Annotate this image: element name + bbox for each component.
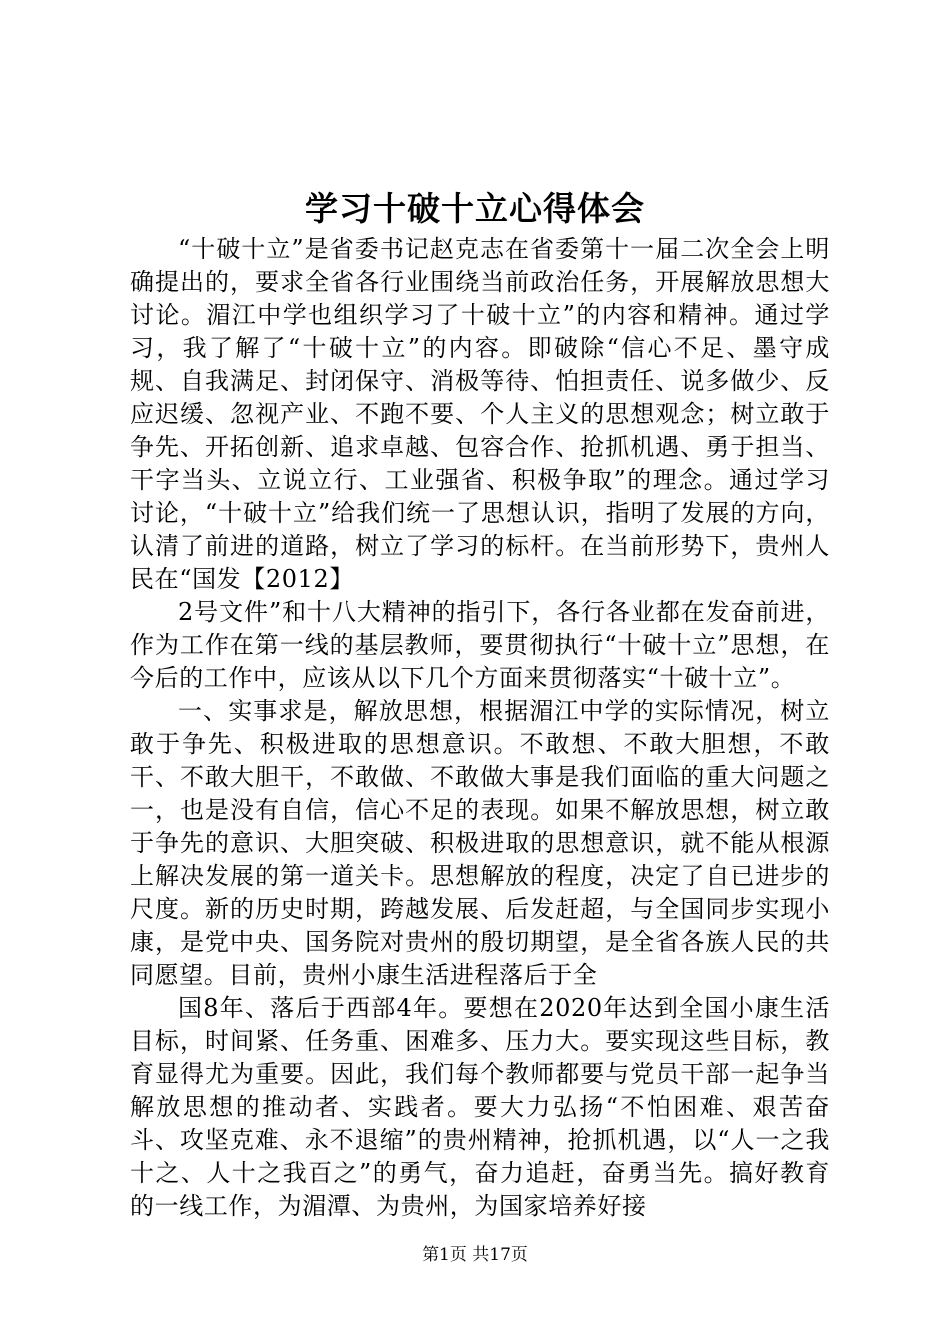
document-title: 学习十破十立心得体会 [305, 189, 645, 228]
page-footer: 第1页 共17页 [422, 1245, 528, 1265]
paragraph: “十破十立”是省委书记赵克志在省委第十一届二次全会上明确提出的，要求全省各行业围绕当前政治任务，开展解放思想大讨论。湄江中学也组织学习了十破十立”的内容和精神。通过学习，我了解了“十破十立”的内容。即破除“信心不足、墨守成规、自我满足、封闭保守、消极等待、怕担责任、说多做少、反应迟缓、忽视产业、不跑不要、个人主义的思想观念；树立敢于争先、开拓创新、追求卓越、包容合作、抢抓机遇、勇于担当、干字当头、立说立行、工业强省、积极争取”的理念。通过学习讨论，“十破十立”给我们统一了思想认识，指明了发展的方向，认清了前进的道路，树立了学习的标杆。在当前形势下，贵州人民在“国发【2012】 [130, 235, 830, 593]
paragraph: 一、实事求是，解放思想，根据湄江中学的实际情况，树立敢于争先、积极进取的思想意识。不敢想、不敢大胆想，不敢干、不敢大胆干，不敢做、不敢做大事是我们面临的重大问题之一，也是没有自信，信心不足的表现。如果不解放思想，树立敢于争先的意识、大胆突破、积极进取的思想意识，就不能从根源上解决发展的第一道关卡。思想解放的程度，决定了自已进步的尺度。新的历史时期，跨越发展、后发赶超，与全国同步实现小康，是党中央、国务院对贵州的殷切期望，是全省各族人民的共同愿望。目前，贵州小康生活进程落后于全 [130, 697, 830, 989]
paragraph: 国8年、落后于西部4年。要想在2020年达到全国小康生活目标，时间紧、任务重、困难多、压力大。要实现这些目标，教育显得尤为重要。因此，我们每个教师都要与党员干部一起争当解放思想的推动者、实践者。要大力弘扬“不怕困难、艰苦奋斗、攻坚克难、永不退缩”的贵州精神，抢抓机遇，以“人一之我十之、人十之我百之”的勇气，奋力追赶，奋勇当先。搞好教育的一线工作，为湄潭、为贵州，为国家培养好接 [130, 994, 830, 1220]
document-body [130, 233, 830, 1223]
paragraph: 2号文件”和十八大精神的指引下，各行各业都在发奋前进，作为工作在第一线的基层教师，要贯彻执行“十破十立”思想，在今后的工作中，应该从以下几个方面来贯彻落实“十破十立”。 [130, 598, 830, 692]
